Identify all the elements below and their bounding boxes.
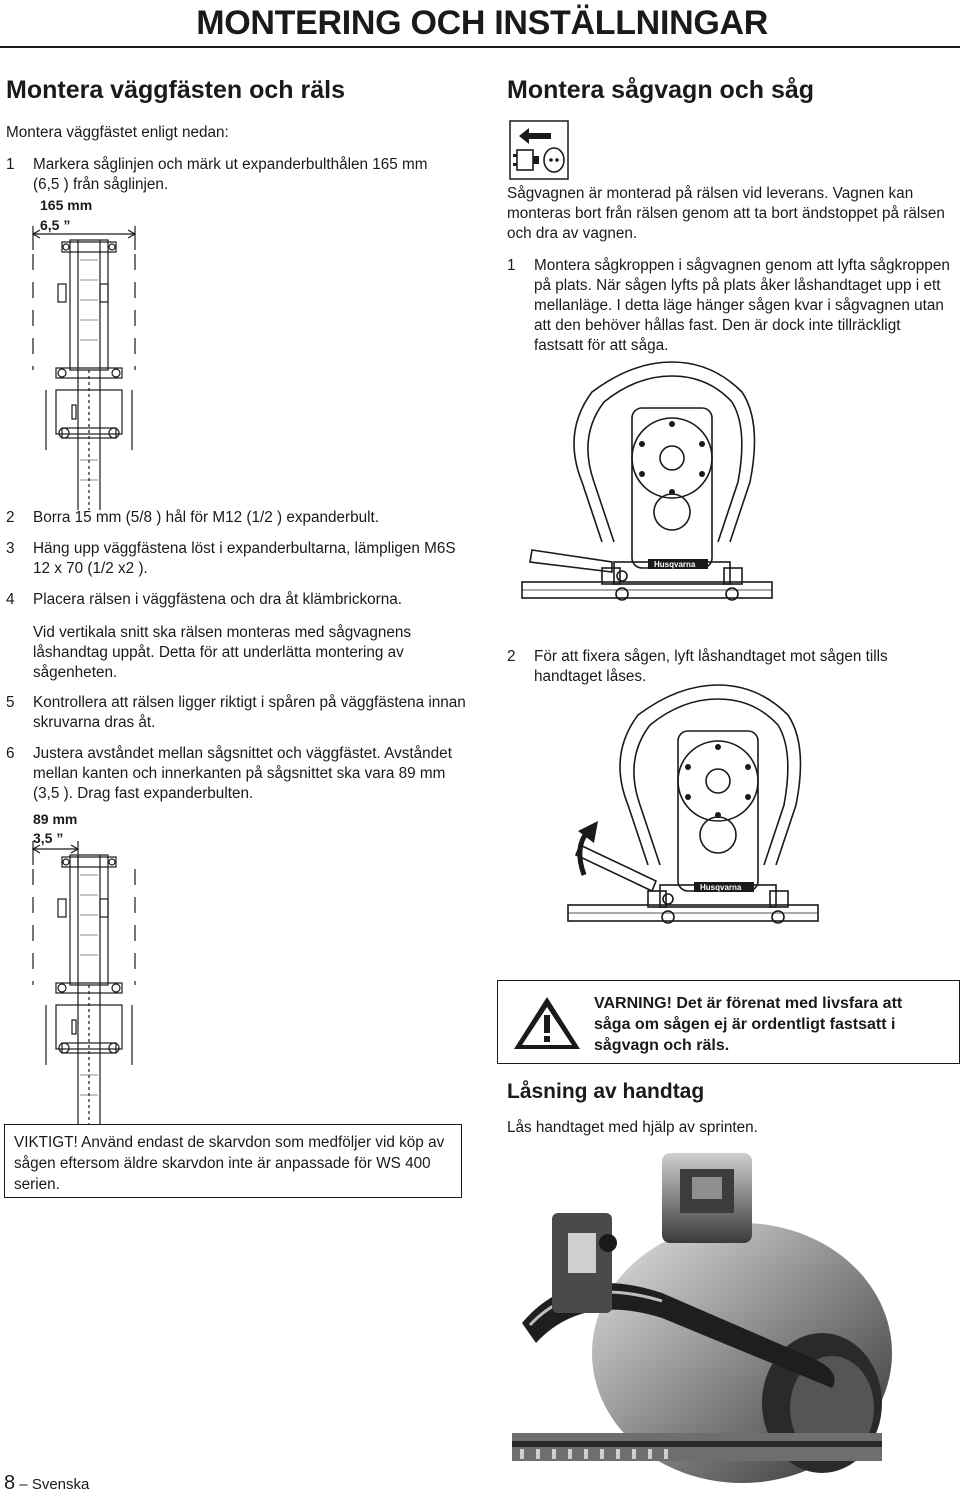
saw-on-carriage-figure-2 [608,685,818,943]
important-text: VIKTIGT! Använd endast de skarvdon som medföljer vid köp av sågen eftersom äldre skarvdon inte är anpassade för WS 400 serien. [14,1134,445,1193]
title-rule [0,46,960,48]
fig1-dimension-in: 6,5 ” [40,217,71,233]
page-title: MONTERING OCH INSTÄLLNINGAR [196,4,768,42]
step-text: För att fixera sågen, lyft låshandtaget mot sågen tills handtaget låses. [534,648,888,685]
fig1-dimension-mm: 165 mm [40,197,93,213]
warning-box [497,980,960,1064]
step-text: Montera sågkroppen i sågvagnen genom att lyfta sågkroppen på plats. När sågen lyfts på plats åker låshandtaget upp i ett mellanläge. I detta läge hänger sågen kvar i sågvagnen utan att den behöver hållas fast. Den är dock inte tillräckligt fastsatt för att såga. [534,257,950,354]
step-text: Borra 15 mm (5/8 ) hål för M12 (1/2 ) expanderbult. [33,509,380,526]
step-number: 1 [507,257,516,274]
left-intro: Montera väggfästet enligt nedan: [6,124,229,141]
brand-label-1: Husqvarna [654,560,696,569]
right-para1: Sågvagnen är monterad på rälsen vid leverans. Vagnen kan monteras bort från rälsen genom att ta bort ändstoppet på rälsen och dra av vagnen. [507,185,945,242]
step-text: Placera rälsen i väggfästena och dra åt klämbrickorna. [33,591,403,608]
step-text: Häng upp väggfästena löst i expanderbultarna, lämpligen M6S 12 x 70 (1/2 x2 ). [33,540,456,577]
step-number: 3 [6,540,15,557]
step-text: Kontrollera att rälsen ligger riktigt i spåren på väggfästena innan skruvarna dras åt. [33,694,466,731]
footer-language: Svenska [31,1476,90,1493]
step-text: Markera såglinjen och märk ut expanderbulthålen 165 mm (6,5 ) från såglinjen. [33,156,428,193]
page-number: 8 [4,1472,16,1494]
step-number: 4 [6,591,15,608]
step-number: 5 [6,694,15,711]
saw-on-carriage-figure-1 [562,362,772,620]
important-notice [4,1124,462,1198]
warning-text: VARNING! Det är förenat med livsfara att såga om sågen ej är ordentligt fastsatt i sågvagn och räls. [594,995,903,1054]
wall-bracket-figure-2 [0,835,170,1125]
right-heading: Montera sågvagn och såg [507,76,815,104]
step-number: 1 [6,156,15,173]
unplug-power-icon [509,120,569,180]
footer-dash: – [19,1476,28,1493]
step-number: 2 [507,648,516,665]
left-note: Vid vertikala snitt ska rälsen monteras med sågvagnens låshandtag uppåt. Detta för att underlätta montering av sågenheten. [33,624,412,681]
fig2-dimension-in: 3,5 ” [33,830,64,846]
lock-heading: Låsning av handtag [507,1080,705,1103]
step-text: Justera avståndet mellan sågsnittet och väggfästet. Avståndet mellan kanten och innerkanten på sågsnittet ska vara 89 mm (3,5 ). Drag fast expanderbulten. [33,745,452,802]
left-heading: Montera väggfästen och räls [6,76,345,104]
warning-triangle-icon [512,995,582,1051]
wall-bracket-figure-1 [0,220,170,510]
brand-label-2: Husqvarna [700,883,742,892]
step-number: 6 [6,745,15,762]
lock-text: Lås handtaget med hjälp av sprinten. [507,1119,758,1136]
fig2-dimension-mm: 89 mm [33,811,78,827]
handle-lock-photo [512,1143,882,1488]
step-number: 2 [6,509,15,526]
